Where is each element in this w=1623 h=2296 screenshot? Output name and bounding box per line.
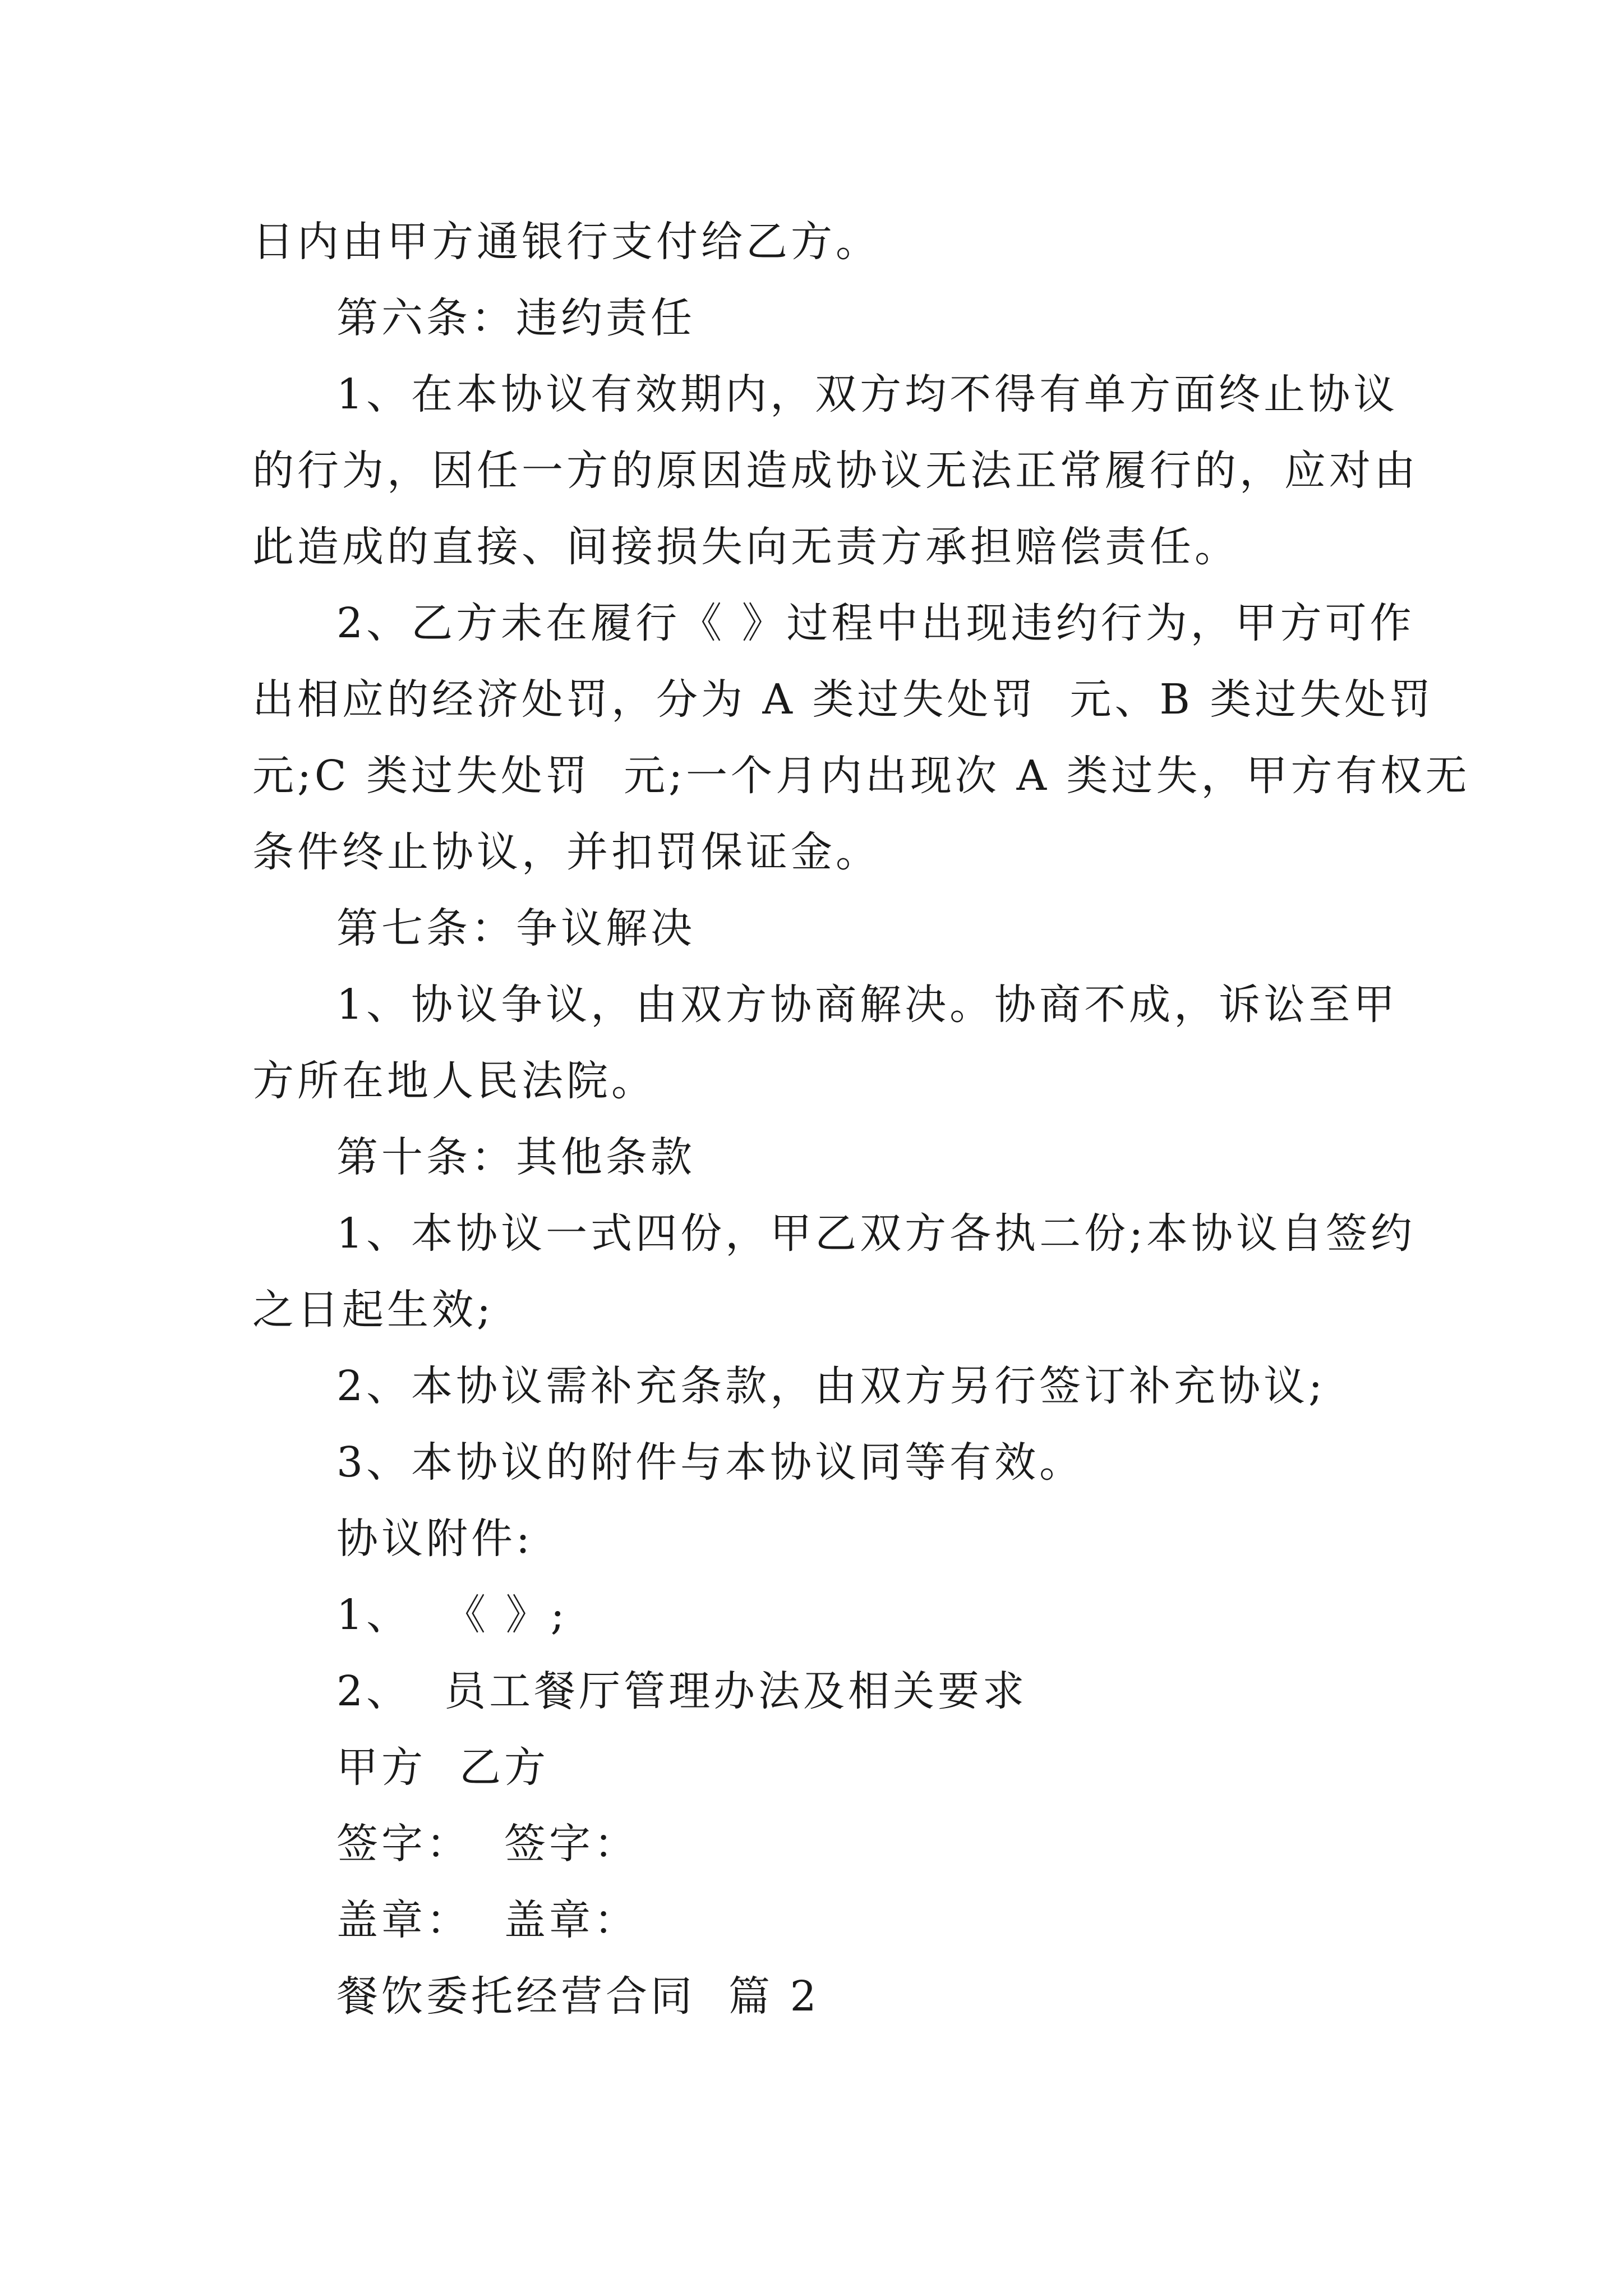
paragraph-line: 1、协议争议，由双方协商解决。协商不成，诉讼至甲 <box>336 981 1399 1029</box>
paragraph-line: 方所在地人民法院。 <box>252 1057 656 1105</box>
paragraph-line: 的行为，因任一方的原因造成协议无法正常履行的，应对由 <box>252 447 1419 495</box>
next-section-title: 餐饮委托经营合同 篇 2 <box>336 1972 820 2021</box>
signature-line: 签字： 签字： <box>336 1820 639 1868</box>
seal-line: 盖章： 盖章： <box>336 1896 639 1944</box>
paragraph-line: 1、在本协议有效期内，双方均不得有单方面终止协议 <box>336 370 1399 418</box>
attachments-heading: 协议附件: <box>336 1515 533 1563</box>
signature-parties: 甲方 乙方 <box>336 1743 550 1792</box>
paragraph-line: 2、本协议需补充条款，由双方另行签订补充协议; <box>336 1362 1326 1410</box>
paragraph-line: 2、乙方未在履行《 》过程中出现违约行为，甲方可作 <box>336 599 1415 647</box>
section-heading: 第十条：其他条款 <box>336 1133 695 1181</box>
attachment-item: 2、 员工餐厅管理办法及相关要求 <box>336 1667 1028 1715</box>
paragraph-line: 此造成的直接、间接损失向无责方承担赔偿责任。 <box>252 523 1239 571</box>
paragraph-line: 1、本协议一式四份，甲乙双方各执二份;本协议自签约 <box>336 1209 1416 1258</box>
paragraph-line: 3、本协议的附件与本协议同等有效。 <box>336 1438 1085 1487</box>
paragraph-line: 之日起生效; <box>252 1286 494 1334</box>
paragraph-line: 条件终止协议，并扣罚保证金。 <box>252 828 880 876</box>
paragraph-line: 出相应的经济处罚，分为 A 类过失处罚 元、B 类过失处罚 <box>252 675 1435 724</box>
section-heading: 第六条：违约责任 <box>336 294 695 342</box>
paragraph-line: 元;C 类过失处罚 元;一个月内出现次 A 类过失，甲方有权无 <box>252 752 1470 800</box>
attachment-item: 1、 《 》; <box>336 1591 568 1639</box>
paragraph-line: 日内由甲方通银行支付给乙方。 <box>252 218 880 266</box>
section-heading: 第七条：争议解决 <box>336 904 695 953</box>
